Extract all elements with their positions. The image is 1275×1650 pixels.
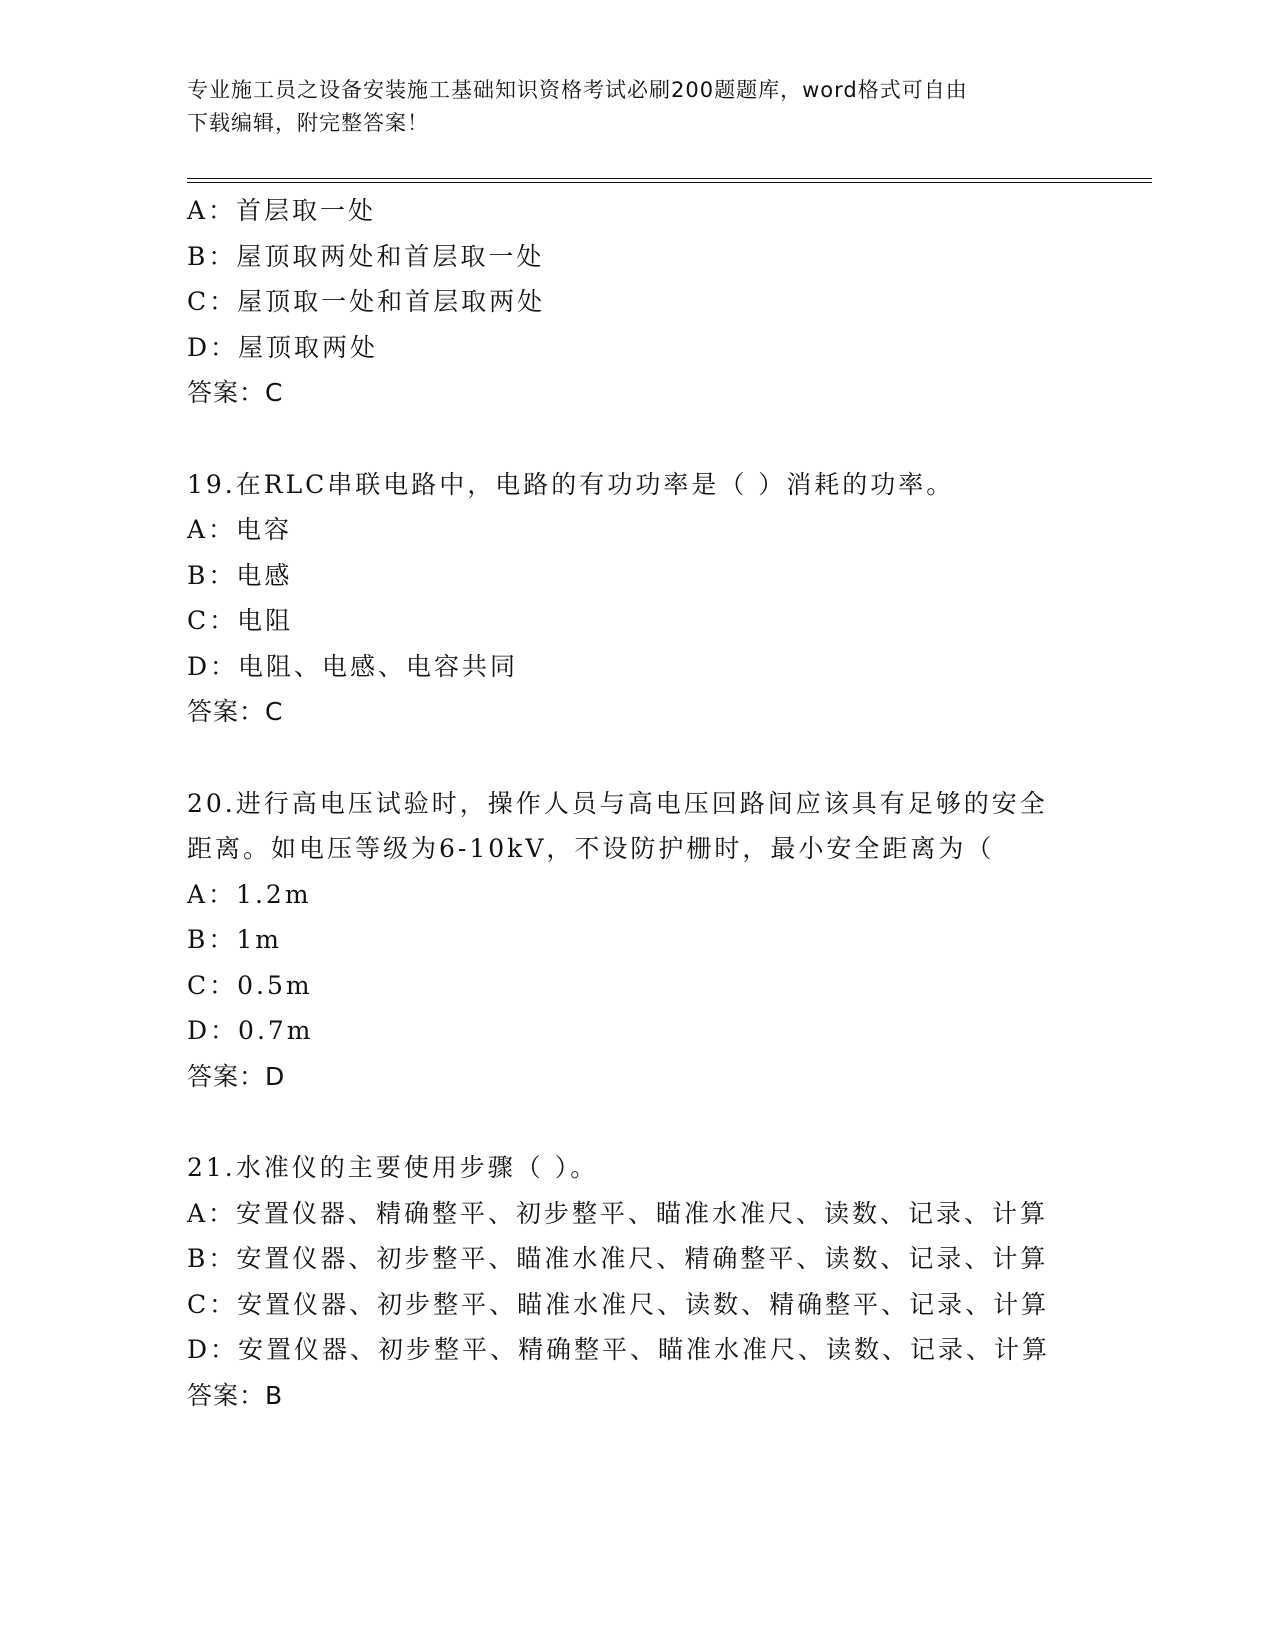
header-line-1: 专业施工员之设备安装施工基础知识资格考试必刷200题题库，word格式可自由 <box>187 78 968 102</box>
question-text-line-2: 距离。如电压等级为6-10kV，不设防护栅时，最小安全距离为（ <box>187 834 995 863</box>
option-c: C：屋顶取一处和首层取两处 <box>187 287 546 316</box>
option-b: B：安置仪器、初步整平、瞄准水准尺、精确整平、读数、记录、计算 <box>187 1244 1049 1273</box>
answer: 答案：C <box>187 697 284 726</box>
question-20 <box>187 781 1087 1100</box>
option-c: C：安置仪器、初步整平、瞄准水准尺、读数、精确整平、记录、计算 <box>187 1289 1050 1319</box>
question-text: 21.水准仪的主要使用步骤（ ）。 <box>187 1153 599 1182</box>
option-d: D：屋顶取两处 <box>187 332 379 362</box>
option-b: B：屋顶取两处和首层取一处 <box>187 241 545 271</box>
header-divider <box>187 178 1152 183</box>
option-b: B：电感 <box>187 560 293 590</box>
question-text: 19.在RLC串联电路中，电路的有功功率是（ ）消耗的功率。 <box>187 469 955 499</box>
question-18 <box>187 188 1087 416</box>
document-header <box>187 74 1087 140</box>
question-list <box>187 188 1087 1418</box>
option-a: A：1.2m <box>187 879 312 909</box>
option-c: C：0.5m <box>187 970 313 1000</box>
answer: 答案：B <box>187 1380 284 1410</box>
option-b: B：1m <box>187 925 282 954</box>
question-21 <box>187 1145 1087 1418</box>
answer: 答案：C <box>187 378 284 407</box>
option-a: A：首层取一处 <box>187 196 377 225</box>
option-d: D：0.7m <box>187 1016 314 1045</box>
question-text-line-1: 20.进行高电压试验时，操作人员与高电压回路间应该具有足够的安全 <box>187 788 1048 818</box>
answer: 答案：D <box>187 1061 286 1091</box>
question-19 <box>187 462 1087 735</box>
header-line-2: 下载编辑，附完整答案！ <box>187 111 429 135</box>
option-d: D：电阻、电感、电容共同 <box>187 651 519 681</box>
option-c: C：电阻 <box>187 606 294 635</box>
option-a: A：电容 <box>187 515 293 544</box>
option-a: A：安置仪器、精确整平、初步整平、瞄准水准尺、读数、记录、计算 <box>187 1198 1049 1228</box>
option-d: D：安置仪器、初步整平、精确整平、瞄准水准尺、读数、记录、计算 <box>187 1335 1051 1364</box>
